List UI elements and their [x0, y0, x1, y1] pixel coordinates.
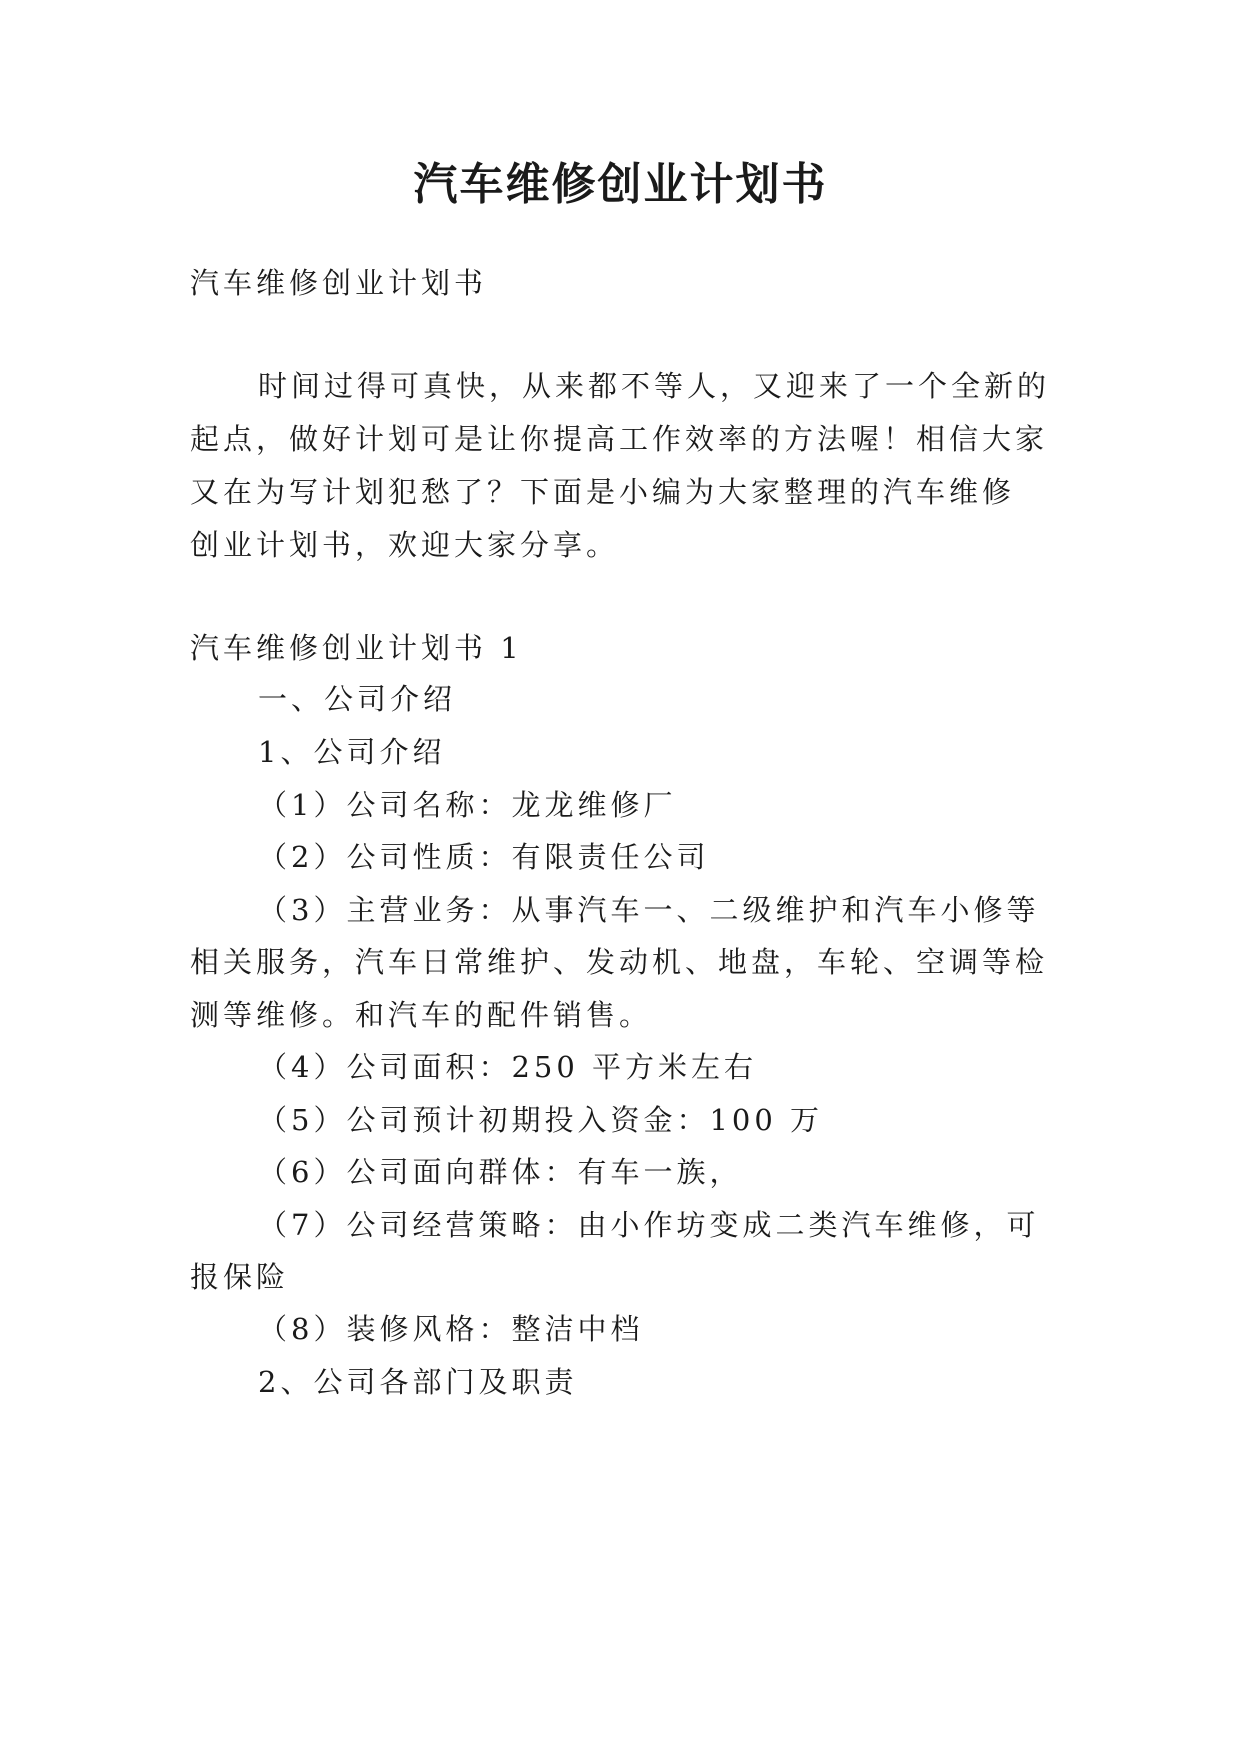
document-subtitle: 汽车维修创业计划书	[190, 266, 488, 300]
list-item: （4）公司面积：250 平方米左右	[258, 1050, 758, 1084]
list-item: （2）公司性质：有限责任公司	[258, 840, 710, 874]
list-item-continued: 相关服务，汽车日常维护、发动机、地盘，车轮、空调等检	[190, 945, 1049, 979]
list-item: （8）装修风格：整洁中档	[258, 1312, 644, 1346]
list-item: （1）公司名称：龙龙维修厂	[258, 788, 677, 822]
heading-company-intro: 一、公司介绍	[258, 682, 457, 716]
list-item: （7）公司经营策略：由小作坊变成二类汽车维修，可	[258, 1208, 1040, 1242]
intro-line-2: 起点，做好计划可是让你提高工作效率的方法喔！相信大家	[190, 422, 1049, 456]
intro-line-4: 创业计划书，欢迎大家分享。	[190, 528, 620, 562]
list-item: （6）公司面向群体：有车一族，	[258, 1155, 743, 1189]
list-item: （5）公司预计初期投入资金：100 万	[258, 1103, 824, 1137]
list-item: （3）主营业务：从事汽车一、二级维护和汽车小修等	[258, 893, 1040, 927]
subheading-company-intro: 1、公司介绍	[258, 735, 446, 769]
list-item-continued: 报保险	[190, 1260, 290, 1294]
subheading-departments: 2、公司各部门及职责	[258, 1365, 578, 1399]
section-title: 汽车维修创业计划书 1	[190, 631, 523, 665]
document-title: 汽车维修创业计划书	[413, 159, 828, 210]
intro-line-1: 时间过得可真快，从来都不等人，又迎来了一个全新的	[258, 369, 1051, 403]
intro-line-3: 又在为写计划犯愁了？下面是小编为大家整理的汽车维修	[190, 475, 1016, 509]
list-item-continued: 测等维修。和汽车的配件销售。	[190, 998, 653, 1032]
